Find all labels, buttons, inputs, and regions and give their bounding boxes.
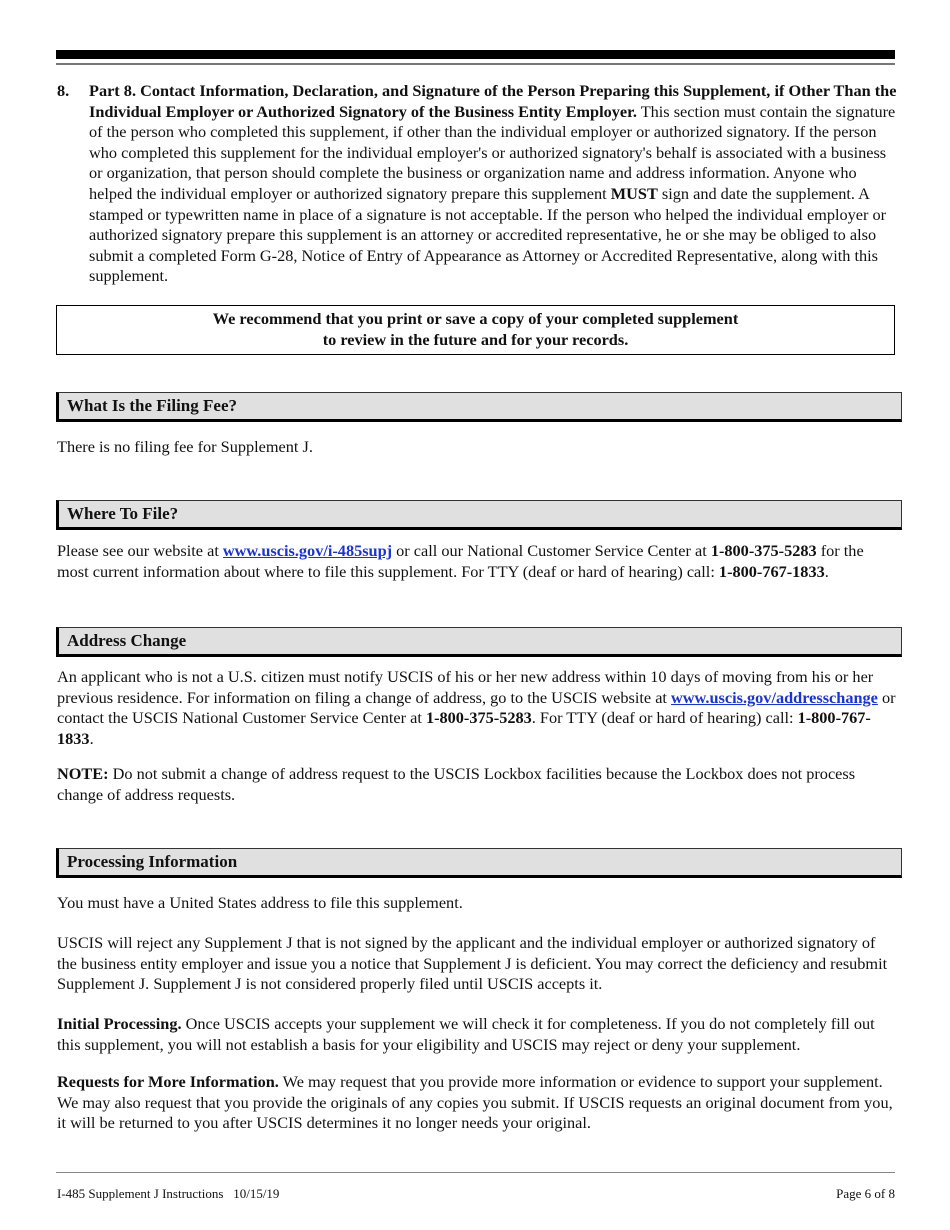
- item-8-text: [89, 81, 897, 287]
- processing-p1: You must have a United States address to file this supplement.: [57, 893, 463, 912]
- text: .: [824, 561, 829, 581]
- text: . For TTY (deaf or hard of hearing) call:: [531, 708, 798, 728]
- text: An applicant who is not a U.S. citizen must notify USCIS of his or her new address within 10 days of moving from his or her previous residence. For information on filing a change of address, go to the USCIS website at: [57, 667, 874, 707]
- header-rule: [56, 63, 895, 65]
- footer-form-id: I-485 Supplement J Instructions 10/15/19: [57, 1186, 280, 1201]
- filing-fee-text: There is no filing fee for Supplement J.: [57, 437, 313, 456]
- footer-rule: [56, 1172, 895, 1173]
- item-8: [57, 81, 897, 287]
- website-link[interactable]: www.uscis.gov/i-485supj: [222, 541, 393, 560]
- item-number: 8.: [57, 81, 70, 100]
- header-bar: [56, 50, 895, 59]
- item-8-text2: sign and date the supplement. A stamped or typewritten name in place of a signature is not acceptable. If the person who helped the individual employer or authorized signatory prepare this supplement is an attorney or accredited representative, he or she may be obliged to also submit a completed Form G-28, Notice of Entry of Appearance as Attorney or Accredited Representative, along with this supplement.: [89, 183, 887, 286]
- text: or call our National Customer Service Center at: [392, 541, 711, 560]
- recommend-line1: We recommend that you print or save a copy of your completed supplement: [212, 309, 739, 329]
- section-heading-filing-fee: What Is the Filing Fee?: [56, 392, 902, 422]
- section-heading-where-to-file: Where To File?: [56, 500, 902, 530]
- text: We may request that you provide more information or evidence to support your supplement. We may also request that you provide the originals of any copies you submit. If USCIS requests an original document from you, it will be returned to you after USCIS determines it no longer needs your original.: [57, 1072, 893, 1133]
- recommend-box: [56, 305, 895, 355]
- text: .: [89, 728, 94, 748]
- text: for the most current information about where to file this supplement. For TTY (deaf or hard of hearing) call:: [57, 541, 864, 581]
- footer-page-number: Page 6 of 8: [836, 1186, 895, 1201]
- section-heading-processing: Processing Information: [56, 848, 902, 878]
- item-8-title: Part 8. Contact Information, Declaration, and Signature of the Person Preparing this Supplement, if Other Than the Individual Employer or Authorized Signatory of the Business Entity Employer.: [89, 81, 897, 121]
- item-8-text1: This section must contain the signature of the person who completed this supplement, if other than the individual employer or authorized signatory. If the person who completed this supplement for the individual employer's or authorized signatory's behalf is associated with a business or organization, that person should complete the business or organization name and address information. Anyone who helped the individual employer or authorized signatory prepare this supplement: [89, 101, 896, 203]
- more-info-label: Requests for More Information.: [57, 1072, 279, 1091]
- section-heading-address-change: Address Change: [56, 627, 902, 657]
- tty-number: 1-800-767-1833: [57, 708, 871, 748]
- must-emphasis: MUST: [610, 183, 658, 203]
- processing-p2: USCIS will reject any Supplement J that is not signed by the applicant and the individual employer or authorized signatory of the business entity employer and issue you a notice that Supplement J is deficient. You may correct the deficiency and resubmit Supplement J. Supplement J is not considered properly filed until USCIS accepts it.: [57, 933, 888, 994]
- text: Please see our website at: [57, 541, 223, 560]
- note-text: Do not submit a change of address request to the USCIS Lockbox facilities because the Lockbox does not process change of address requests.: [57, 764, 856, 804]
- address-change-text: [57, 667, 897, 749]
- phone-number: 1-800-375-5283: [710, 541, 817, 560]
- address-change-link[interactable]: www.uscis.gov/addresschange: [671, 687, 878, 707]
- tty-number: 1-800-767-1833: [718, 561, 825, 581]
- text: Once USCIS accepts your supplement we will check it for completeness. If you do not completely fill out this supplement, you will not establish a basis for your eligibility and USCIS may reject or deny your supplement.: [57, 1014, 875, 1054]
- processing-p3: [57, 1014, 897, 1055]
- note-label: NOTE:: [57, 764, 109, 783]
- recommend-line2: to review in the future and for your records.: [322, 330, 629, 349]
- where-to-file-text: [57, 541, 897, 582]
- phone-number: 1-800-375-5283: [425, 708, 532, 728]
- text: or contact the USCIS National Customer Service Center at: [57, 687, 896, 728]
- address-change-note: [57, 764, 897, 805]
- processing-p4: [57, 1072, 897, 1134]
- initial-processing-label: Initial Processing.: [57, 1014, 182, 1033]
